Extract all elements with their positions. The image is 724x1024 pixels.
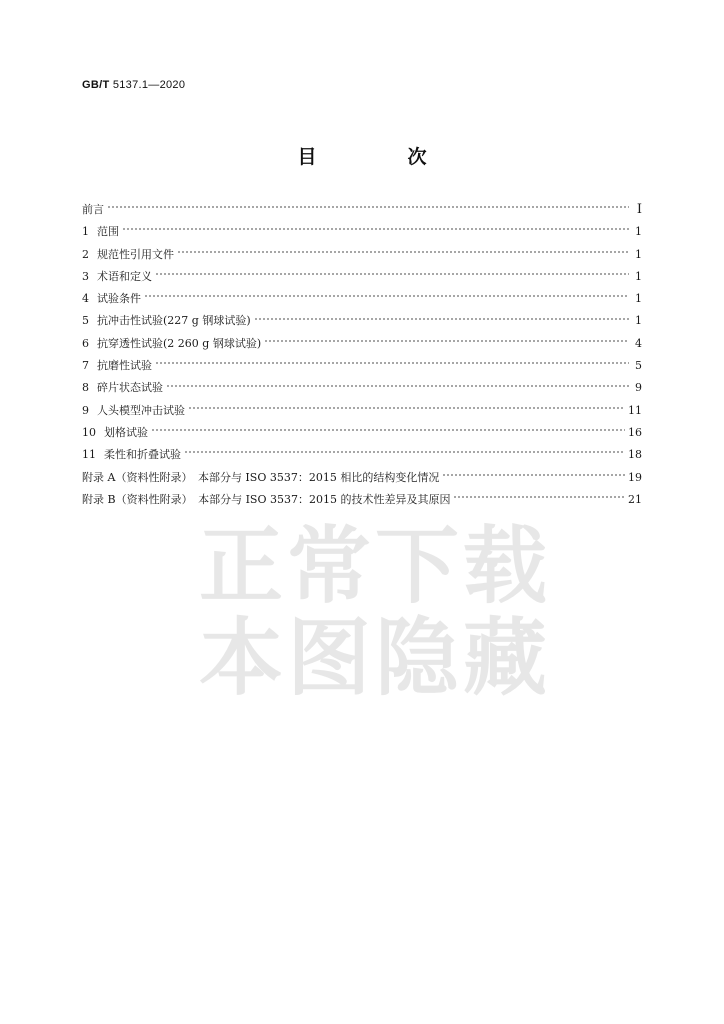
toc-entry-title: 人头模型冲击试验 bbox=[97, 403, 185, 417]
toc-entry-number: 5 bbox=[82, 314, 89, 328]
toc-entry-page: 16 bbox=[628, 425, 642, 439]
toc-entry-title: 范围 bbox=[97, 225, 119, 239]
toc-entry-label bbox=[82, 422, 148, 444]
toc-entry-label bbox=[82, 444, 181, 466]
page-title: 目 次 bbox=[297, 146, 463, 168]
toc-entry-title: 柔性和折叠试验 bbox=[104, 448, 181, 462]
toc-entry[interactable] bbox=[82, 310, 642, 332]
toc-leader-dots bbox=[254, 318, 629, 320]
toc-leader-dots bbox=[122, 228, 629, 230]
toc-entry[interactable] bbox=[82, 489, 642, 511]
toc-entry-page: 1 bbox=[635, 314, 642, 328]
toc-leader-dots bbox=[144, 295, 629, 297]
toc-entry-title: 抗冲击性试验(227 g 钢球试验) bbox=[97, 314, 251, 328]
toc-leader-dots bbox=[188, 407, 625, 409]
toc-entry[interactable] bbox=[82, 333, 642, 355]
toc-entry-title: 碎片状态试验 bbox=[97, 381, 163, 395]
toc-entry-number: 4 bbox=[82, 292, 89, 306]
table-of-contents bbox=[82, 199, 642, 511]
toc-entry-number: 3 bbox=[82, 269, 89, 283]
toc-entry[interactable] bbox=[82, 288, 642, 310]
toc-entry-label bbox=[82, 400, 185, 422]
toc-entry-page: 21 bbox=[628, 492, 642, 506]
toc-entry-page: 11 bbox=[628, 403, 642, 417]
toc-entry[interactable] bbox=[82, 422, 642, 444]
toc-entry-title: 抗磨性试验 bbox=[97, 359, 152, 373]
toc-entry-page: Ⅰ bbox=[636, 202, 642, 217]
toc-entry-page: 4 bbox=[635, 336, 642, 350]
toc-entry-title: 抗穿透性试验(2 260 g 钢球试验) bbox=[97, 336, 262, 350]
toc-entry[interactable] bbox=[82, 221, 642, 243]
toc-entry-label bbox=[82, 467, 439, 489]
toc-entry[interactable] bbox=[82, 467, 642, 489]
toc-entry-number: 9 bbox=[82, 403, 89, 417]
toc-entry-title: 附录 A（资料性附录） 本部分与 ISO 3537：2015 相比的结构变化情况 bbox=[82, 470, 440, 484]
toc-entry-page: 5 bbox=[635, 359, 642, 373]
toc-leader-dots bbox=[151, 429, 625, 431]
document-code bbox=[82, 79, 185, 91]
toc-leader-dots bbox=[442, 474, 625, 476]
toc-entry-label bbox=[82, 244, 174, 266]
toc-entry-label bbox=[82, 266, 152, 288]
toc-entry-label bbox=[82, 333, 261, 355]
toc-entry-title: 术语和定义 bbox=[97, 269, 152, 283]
watermark-line-2: 本图隐藏 bbox=[198, 609, 551, 707]
toc-entry-title: 前言 bbox=[82, 203, 104, 216]
toc-entry-label bbox=[82, 221, 119, 243]
toc-entry-page: 18 bbox=[628, 448, 642, 462]
toc-entry-number: 8 bbox=[82, 381, 89, 395]
toc-leader-dots bbox=[166, 385, 629, 387]
toc-leader-dots bbox=[177, 251, 629, 253]
toc-leader-dots bbox=[107, 206, 629, 208]
toc-entry[interactable] bbox=[82, 355, 642, 377]
toc-entry[interactable] bbox=[82, 266, 642, 288]
toc-entry-number: 11 bbox=[82, 448, 96, 462]
document-code-number: 5137.1—2020 bbox=[112, 79, 186, 91]
toc-entry[interactable] bbox=[82, 199, 642, 221]
toc-entry-label bbox=[82, 310, 251, 332]
toc-entry-label bbox=[82, 489, 450, 511]
toc-entry-label bbox=[82, 288, 141, 310]
toc-entry[interactable] bbox=[82, 377, 642, 399]
toc-entry-page: 1 bbox=[635, 225, 642, 239]
toc-entry-label bbox=[82, 377, 163, 399]
watermark bbox=[195, 517, 555, 707]
toc-leader-dots bbox=[264, 340, 629, 342]
toc-entry-title: 划格试验 bbox=[104, 425, 148, 439]
toc-entry-number: 10 bbox=[82, 425, 96, 439]
toc-entry-number: 1 bbox=[82, 225, 89, 239]
toc-entry[interactable] bbox=[82, 244, 642, 266]
toc-entry-label bbox=[82, 199, 104, 221]
toc-entry-page: 1 bbox=[635, 269, 642, 283]
toc-entry-number: 7 bbox=[82, 359, 89, 373]
toc-entry-title: 试验条件 bbox=[97, 292, 141, 306]
toc-entry-label bbox=[82, 355, 152, 377]
toc-entry-title: 规范性引用文件 bbox=[97, 247, 174, 261]
toc-entry-page: 9 bbox=[635, 381, 642, 395]
toc-leader-dots bbox=[155, 362, 629, 364]
document-code-prefix: GB/T bbox=[82, 79, 110, 91]
toc-entry-number: 2 bbox=[82, 247, 89, 261]
toc-entry-title: 附录 B（资料性附录） 本部分与 ISO 3537：2015 的技术性差异及其原因 bbox=[82, 492, 451, 506]
watermark-line-1: 正常下载 bbox=[198, 517, 551, 615]
toc-entry-page: 1 bbox=[635, 247, 642, 261]
toc-entry-number: 6 bbox=[82, 336, 89, 350]
toc-leader-dots bbox=[184, 451, 625, 453]
toc-entry-page: 19 bbox=[628, 470, 642, 484]
toc-entry[interactable] bbox=[82, 444, 642, 466]
toc-leader-dots bbox=[155, 273, 629, 275]
toc-leader-dots bbox=[453, 496, 625, 498]
toc-entry-page: 1 bbox=[635, 292, 642, 306]
toc-entry[interactable] bbox=[82, 400, 642, 422]
